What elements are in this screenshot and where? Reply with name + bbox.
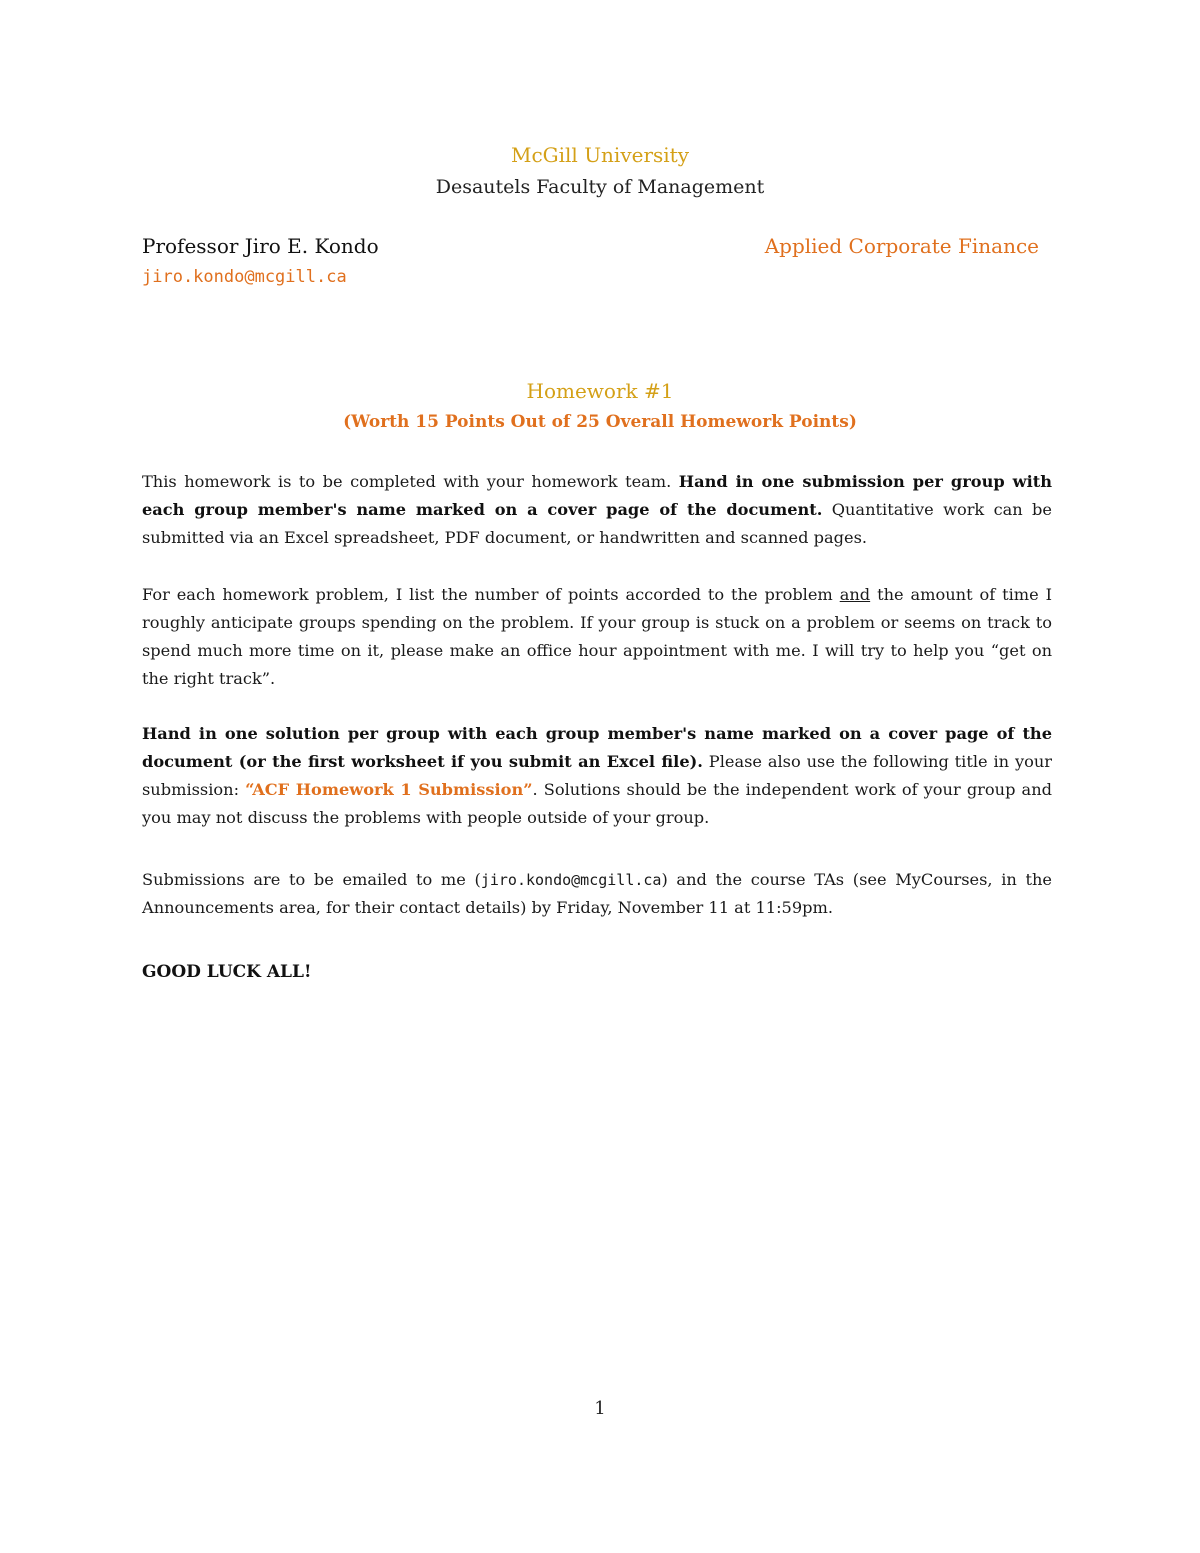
closing-text: GOOD LUCK ALL!	[142, 962, 312, 982]
p2-part1: For each homework problem, I list the number of points accorded to the problem	[142, 585, 833, 604]
p3-submission-title: “ACF Homework 1 Submission”	[245, 780, 533, 799]
professor-email[interactable]: jiro.kondo@mcgill.ca	[142, 267, 347, 287]
p1-intro: This homework is to be completed with your homework team.	[142, 472, 672, 491]
p2-underlined: and	[839, 585, 871, 604]
instructions-paragraph-2	[142, 581, 1052, 693]
homework-title: Homework #1	[526, 379, 674, 403]
university-name: McGill University	[510, 143, 690, 167]
p4-part1: Submissions are to be emailed to me (	[142, 870, 481, 889]
instructions-paragraph-1	[142, 468, 1052, 552]
p1-rest: Quantitative work can be submitted via an Excel spreadsheet, PDF document, or handwritten and scanned pages.	[142, 500, 1052, 547]
instructions-paragraph-4	[142, 866, 1052, 922]
faculty-name: Desautels Faculty of Management	[435, 176, 765, 198]
page-number: 1	[594, 1398, 606, 1419]
p1-bold: Hand in one submission per group with each group member's name marked on a cover page of the document.	[142, 472, 1052, 519]
p3-part2: . Solutions should be the independent work of your group and you may not discuss the problems with people outside of your group.	[142, 780, 1052, 827]
homework-subtitle: (Worth 15 Points Out of 25 Overall Homework Points)	[343, 412, 857, 432]
p2-part2: the amount of time I roughly anticipate groups spending on the problem. If your group is stuck on a problem or seems on track to spend much more time on it, please make an office hour appointment with me. I will try to help you “get on the right track”.	[142, 585, 1053, 688]
professor-name: Professor Jiro E. Kondo	[142, 234, 379, 258]
p4-email[interactable]: jiro.kondo@mcgill.ca	[480, 871, 662, 889]
instructions-paragraph-3	[142, 720, 1052, 832]
p3-bold: Hand in one solution per group with each group member's name marked on a cover page of the document (or the first worksheet if you submit an Excel file).	[142, 724, 1052, 771]
p4-part2: ) and the course TAs (see MyCourses, in the Announcements area, for their contact details) by Friday, November 11 at 11:59pm.	[142, 870, 1053, 917]
p3-part1: Please also use the following title in your submission:	[142, 752, 1052, 799]
course-title: Applied Corporate Finance	[764, 234, 1039, 258]
